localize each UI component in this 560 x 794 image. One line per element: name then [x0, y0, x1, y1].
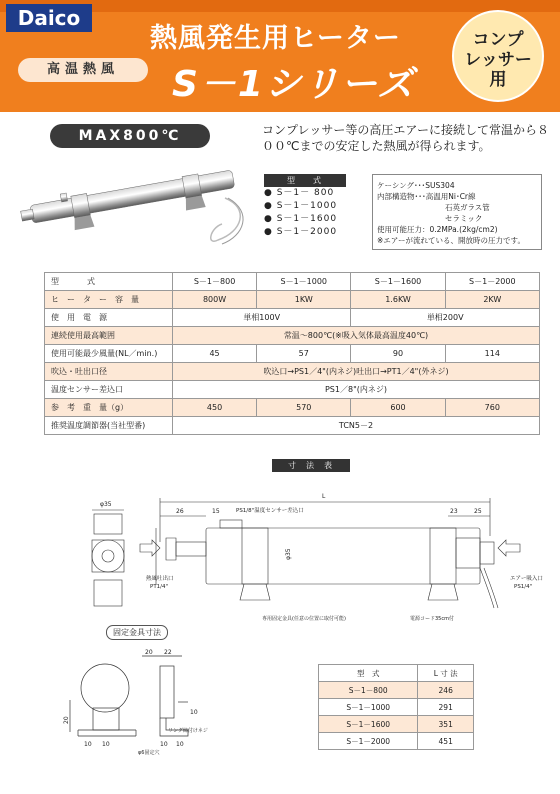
- table-cell: 450: [173, 399, 257, 417]
- table-cell: S－1－1000: [319, 699, 418, 716]
- inlet-label: エアー吸入口: [510, 576, 543, 582]
- spec-line: ケーシング･･･SUS304: [377, 181, 455, 190]
- table-cell: 1KW: [257, 291, 351, 309]
- fixture-label-w22: 22: [164, 649, 172, 656]
- table-row: [45, 327, 540, 345]
- table-cell: 単相200V: [351, 309, 540, 327]
- row-label: 連続使用最高範囲: [45, 327, 173, 345]
- table-header-cell: S－1－2000: [445, 273, 539, 291]
- dim-label-26: 26: [176, 508, 184, 515]
- table-header-cell: 型 式: [319, 665, 418, 682]
- dim-label-15: 15: [212, 508, 220, 515]
- row-label: ヒ ー タ ー 容 量: [45, 291, 173, 309]
- table-header-row: [45, 273, 540, 291]
- row-label: 推奨温度調節器(当社型番): [45, 417, 173, 435]
- bracket-label: 専用固定金具(任意の位置に取付可能): [262, 616, 346, 622]
- page-title: 熱風発生用ヒーター: [150, 23, 401, 54]
- model-item-label: S－1－ 800: [276, 188, 335, 198]
- table-header-cell: 型 式: [45, 273, 173, 291]
- dim-label-L: L: [322, 493, 326, 500]
- table-cell: 246: [418, 682, 474, 699]
- table-cell: TCN5－2: [173, 417, 540, 435]
- table-cell: 570: [257, 399, 351, 417]
- subtitle-pill: 高温熱風: [18, 58, 148, 82]
- table-cell: S－1－1600: [319, 716, 418, 733]
- row-label: 使 用 電 源: [45, 309, 173, 327]
- table-header-cell: S－1－800: [173, 273, 257, 291]
- header-banner: [0, 0, 560, 112]
- badge-line-1: コンプ: [472, 30, 524, 50]
- fixture-label-w20: 20: [145, 649, 153, 656]
- intro-text: コンプレッサー等の高圧エアーに接続して常温から８００℃までの安定した熱風が得られます。: [262, 123, 550, 153]
- model-item-label: S－1－1000: [276, 201, 338, 211]
- table-row: [45, 399, 540, 417]
- fixing-hole-label: φ6固定穴: [138, 750, 160, 756]
- table-row: [45, 381, 540, 399]
- table-row: [45, 291, 540, 309]
- table-header-cell: L 寸 法: [418, 665, 474, 682]
- dim-label-23: 23: [450, 508, 458, 515]
- ring-screw-label: リング締付けネジ: [168, 728, 208, 734]
- table-cell: 291: [418, 699, 474, 716]
- model-item-label: S－1－1600: [276, 214, 338, 224]
- dimension-drawing: [0, 476, 560, 626]
- fixture-label-h20: 20: [63, 716, 70, 724]
- table-header-cell: S－1－1600: [351, 273, 445, 291]
- outlet-label: 熱風吐出口: [146, 576, 174, 582]
- fixture-label-h10: 10: [190, 709, 198, 716]
- table-row: [45, 345, 540, 363]
- dimensions-title: 寸法表: [272, 459, 350, 472]
- table-cell: 57: [257, 345, 351, 363]
- table-cell: 451: [418, 733, 474, 750]
- table-row: [319, 716, 474, 733]
- badge-line-3: 用: [489, 70, 507, 90]
- table-cell: 2KW: [445, 291, 539, 309]
- dim-label-25: 25: [474, 508, 482, 515]
- table-cell: S－1－2000: [319, 733, 418, 750]
- row-label: 参 考 重 量（g）: [45, 399, 173, 417]
- spec-table: [44, 272, 540, 435]
- sensor-port-label: PS1/8"温度センサー差込口: [236, 508, 304, 514]
- fixture-label-b10c: 10: [160, 741, 168, 748]
- table-cell: 単相100V: [173, 309, 351, 327]
- table-cell: 600: [351, 399, 445, 417]
- row-label: 温度センサー差込口: [45, 381, 173, 399]
- model-item: ● S－1－1000: [264, 201, 338, 211]
- fixture-title: 固定金具寸法: [106, 625, 168, 640]
- row-label: 吹込・吐出口径: [45, 363, 173, 381]
- dim-label-d35-side: φ35: [100, 501, 112, 508]
- spec-line: ※エアーが流れている、開放時の圧力です。: [377, 236, 525, 245]
- table-cell: 45: [173, 345, 257, 363]
- fixture-drawing: [60, 646, 220, 758]
- brand-logo: Daico: [6, 4, 92, 32]
- table-cell: S－1－800: [319, 682, 418, 699]
- inlet-size-label: PS1/4": [514, 584, 533, 590]
- model-item: ● S－1－1600: [264, 214, 338, 224]
- table-row: [45, 363, 540, 381]
- model-item: ● S－1－ 800: [264, 188, 335, 198]
- cord-label: 電源コード35cm付: [410, 616, 454, 622]
- table-cell: 760: [445, 399, 539, 417]
- dim-label-d35-body: φ35: [285, 548, 292, 560]
- table-header-cell: S－1－1000: [257, 273, 351, 291]
- table-cell: 90: [351, 345, 445, 363]
- table-header-row: [319, 665, 474, 682]
- model-list-heading: 型式: [264, 174, 346, 187]
- series-name: S－1シリーズ: [172, 64, 416, 105]
- model-item-label: S－1－2000: [276, 227, 338, 237]
- max-temperature-pill: MAX800℃: [50, 124, 210, 148]
- length-table: [318, 664, 474, 750]
- material-spec-box: [372, 174, 542, 250]
- table-cell: PS1／8"(内ネジ): [173, 381, 540, 399]
- table-row: [319, 699, 474, 716]
- outlet-size-label: PT1/4": [150, 584, 169, 590]
- badge-line-2: レッサー: [464, 50, 532, 70]
- table-row: [45, 417, 540, 435]
- fixture-label-b10a: 10: [84, 741, 92, 748]
- table-cell: 351: [418, 716, 474, 733]
- table-cell: 800W: [173, 291, 257, 309]
- table-row: [319, 733, 474, 750]
- spec-line: 使用可能圧力：0.2MPa.(2kg/cm2): [377, 225, 498, 234]
- spec-line: 内部構造物･･･高温用Ni･Cr線: [377, 192, 476, 201]
- row-label: 使用可能最少風量(NL／min.): [45, 345, 173, 363]
- table-cell: 常温～800℃(※吸入気体最高温度40℃): [173, 327, 540, 345]
- model-list: [264, 174, 346, 239]
- fixture-label-b10b: 10: [102, 741, 110, 748]
- table-row: [45, 309, 540, 327]
- table-cell: 114: [445, 345, 539, 363]
- table-cell: 吹込口→PS1／4"(内ネジ)吐出口→PT1／4"(外ネジ): [173, 363, 540, 381]
- spec-line: 石英ガラス管: [445, 203, 490, 212]
- model-item: ● S－1－2000: [264, 227, 338, 237]
- table-cell: 1.6KW: [351, 291, 445, 309]
- table-row: [319, 682, 474, 699]
- spec-line: セラミック: [445, 214, 483, 223]
- heater-product-photo: [10, 158, 250, 252]
- fixture-label-b10d: 10: [176, 741, 184, 748]
- compressor-badge: [452, 10, 544, 102]
